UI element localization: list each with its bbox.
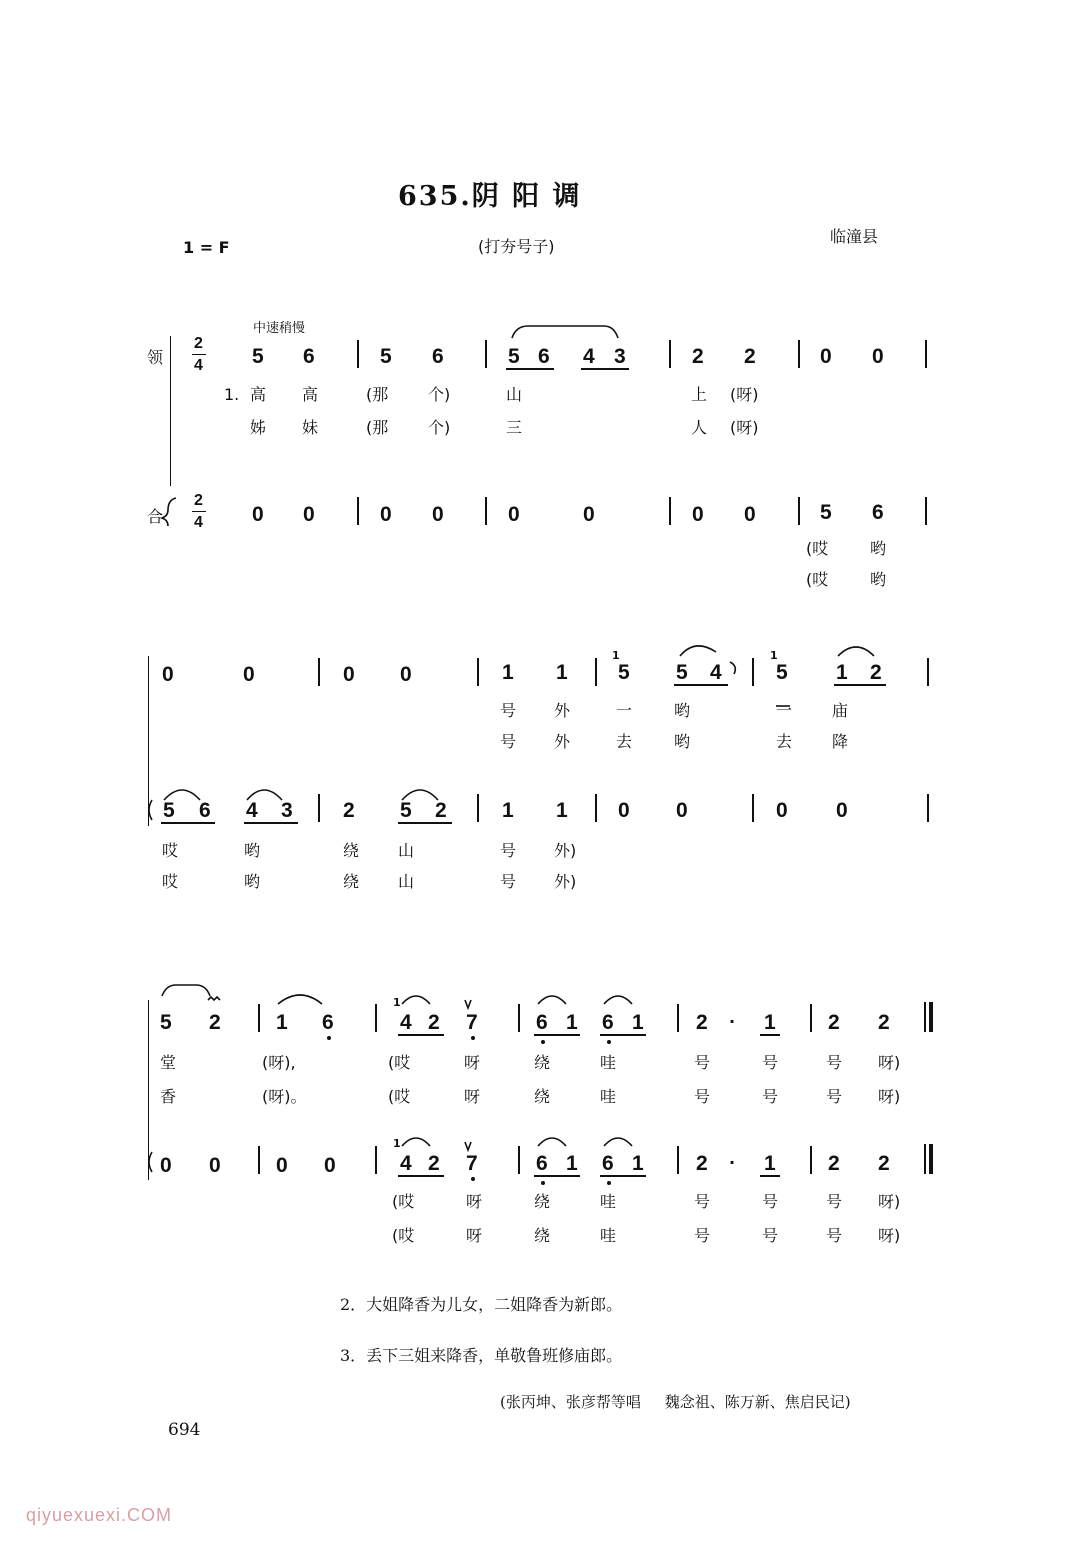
note: 3 <box>614 345 626 368</box>
note: 2 <box>744 345 756 368</box>
verse-3: 3．丢下三姐来降香，单敬鲁班修庙郎。 <box>340 1346 623 1365</box>
lyric: 庙 <box>832 701 849 720</box>
note: 0 <box>303 503 315 526</box>
lyric: (那 <box>366 385 389 404</box>
lyric: 哇 <box>600 1087 617 1106</box>
brace <box>149 1152 152 1172</box>
lyric: (哎 <box>806 539 829 558</box>
note: 6 <box>432 345 444 368</box>
lyric: 呀) <box>878 1053 901 1072</box>
lyric: (呀) <box>730 418 759 437</box>
lyric: 外) <box>554 841 577 860</box>
lyric: 山 <box>398 872 415 891</box>
note: 5 <box>380 345 392 368</box>
note: 6 <box>322 1011 334 1034</box>
note: 0 <box>508 503 520 526</box>
note: 6 <box>602 1011 614 1034</box>
lyric: 哟 <box>674 732 691 751</box>
lyric: 号 <box>762 1087 779 1106</box>
note: 0 <box>380 503 392 526</box>
lyric: (哎 <box>806 570 829 589</box>
lyric: 哎 <box>162 872 179 891</box>
note: 0 <box>692 503 704 526</box>
note: 2 <box>692 345 704 368</box>
note: 6 <box>538 345 550 368</box>
lyric: (呀), <box>262 1053 296 1072</box>
lyric: 号 <box>826 1226 843 1245</box>
verse-2: 2．大姐降香为儿女，二姐降香为新郎。 <box>340 1295 623 1314</box>
note: 0 <box>676 799 688 822</box>
lyric: 姊 <box>250 418 267 437</box>
lyric: 呀 <box>464 1087 481 1106</box>
note: 1 <box>632 1152 644 1175</box>
slur <box>604 996 632 1004</box>
grace-note: 1 <box>393 996 401 1009</box>
lyric: 高 <box>250 385 267 404</box>
slur <box>680 646 716 656</box>
grace-note: 1 <box>393 1137 401 1150</box>
note: 0 <box>776 799 788 822</box>
lyric: 个) <box>428 385 451 404</box>
note: 1 <box>764 1011 776 1034</box>
note: 0 <box>209 1154 221 1177</box>
lyric: 哟 <box>870 570 887 589</box>
tempo-marking: 中速稍慢 <box>253 321 306 336</box>
note: 6 <box>602 1152 614 1175</box>
lyric: 1. <box>224 385 240 404</box>
note: 2 <box>209 1011 221 1034</box>
note: 2 <box>828 1011 840 1034</box>
note: 2 <box>870 661 882 684</box>
lyric: 山 <box>398 841 415 860</box>
lyric: 号 <box>694 1226 711 1245</box>
lyric: 人 <box>691 418 708 437</box>
note: 1 <box>502 799 514 822</box>
slur <box>278 995 322 1004</box>
time-signature-bottom: 4 <box>194 357 203 374</box>
lyric: 香 <box>160 1087 177 1106</box>
lyric: 号 <box>826 1192 843 1211</box>
grace-note: 1 <box>612 649 620 662</box>
lyric: 号 <box>500 701 517 720</box>
note: 0 <box>243 663 255 686</box>
lyric: 山 <box>506 385 523 404</box>
breath-arrow <box>465 1000 471 1008</box>
note: 2 <box>878 1011 890 1034</box>
augmentation-dot: · <box>729 1012 736 1031</box>
lyric: 绕 <box>343 872 360 891</box>
lyric: 高 <box>302 385 319 404</box>
lyric: 一 <box>776 701 793 720</box>
lyric: 降 <box>832 732 849 751</box>
note: 1 <box>502 661 514 684</box>
lyric: 哎 <box>162 841 179 860</box>
lyric: 号 <box>762 1226 779 1245</box>
slur <box>538 1138 566 1146</box>
lyric: 绕 <box>534 1226 551 1245</box>
note: 0 <box>162 663 174 686</box>
note: 0 <box>432 503 444 526</box>
lyric: 呀) <box>878 1226 901 1245</box>
note: 2 <box>696 1011 708 1034</box>
chorus-part-label: 合 <box>147 507 164 526</box>
note: 0 <box>160 1154 172 1177</box>
lead-part-label: 领 <box>147 348 164 367</box>
lyric: 号 <box>694 1192 711 1211</box>
note: 2 <box>828 1152 840 1175</box>
note: 2 <box>428 1152 440 1175</box>
lyric: 号 <box>694 1087 711 1106</box>
lyric: 一 <box>616 701 633 720</box>
lyric: (哎 <box>392 1226 415 1245</box>
note: 0 <box>583 503 595 526</box>
note: 7 <box>466 1011 478 1034</box>
note: 4 <box>710 661 722 684</box>
grace-note: 1 <box>770 649 778 662</box>
note: 1 <box>632 1011 644 1034</box>
lyric: 绕 <box>534 1087 551 1106</box>
note: 0 <box>836 799 848 822</box>
note: 4 <box>400 1152 412 1175</box>
slur <box>164 790 200 800</box>
time-signature-bottom: 4 <box>194 514 203 531</box>
note: 2 <box>428 1011 440 1034</box>
note: 0 <box>820 345 832 368</box>
lyric: (哎 <box>392 1192 415 1211</box>
page-number: 694 <box>168 1420 201 1440</box>
note: 1 <box>276 1011 288 1034</box>
lyric: 哇 <box>600 1226 617 1245</box>
note: 4 <box>400 1011 412 1034</box>
time-signature-top: 2 <box>194 492 203 509</box>
brace <box>149 800 152 820</box>
lyric: 号 <box>500 732 517 751</box>
note: 0 <box>252 503 264 526</box>
slur <box>512 326 618 338</box>
lyric: 呀) <box>878 1192 901 1211</box>
lyric: 外) <box>554 872 577 891</box>
note: 7 <box>466 1152 478 1175</box>
note: 0 <box>744 503 756 526</box>
note: 1 <box>556 661 568 684</box>
lyric: 呀 <box>466 1226 483 1245</box>
note: 5 <box>820 501 832 524</box>
brace <box>162 498 176 526</box>
watermark: qiyuexuexi.COM <box>26 1505 173 1525</box>
note: 6 <box>536 1152 548 1175</box>
slur <box>402 1138 430 1146</box>
lyric: 号 <box>762 1053 779 1072</box>
lyric: (呀) <box>730 385 759 404</box>
lyric: 个) <box>428 418 451 437</box>
lyric: 去 <box>776 732 793 751</box>
slur <box>604 1138 632 1146</box>
lyric: 号 <box>694 1053 711 1072</box>
slur <box>402 996 430 1004</box>
lyric: 外 <box>554 701 571 720</box>
lyric: 号 <box>826 1053 843 1072</box>
lyric: 哟 <box>244 872 261 891</box>
note: 0 <box>618 799 630 822</box>
lyric: 呀 <box>466 1192 483 1211</box>
note: 6 <box>199 799 211 822</box>
note: 5 <box>252 345 264 368</box>
lyric: 绕 <box>534 1053 551 1072</box>
lyric: 哇 <box>600 1192 617 1211</box>
lyric: 绕 <box>343 841 360 860</box>
note: 1 <box>566 1011 578 1034</box>
note: 2 <box>343 799 355 822</box>
augmentation-dot: · <box>729 1153 736 1172</box>
lyric: (那 <box>366 418 389 437</box>
song-region: 临潼县 <box>830 227 879 246</box>
note: 0 <box>343 663 355 686</box>
note: 0 <box>324 1154 336 1177</box>
slur <box>402 790 438 800</box>
note: 6 <box>536 1011 548 1034</box>
lyric: 呀) <box>878 1087 901 1106</box>
note: 5 <box>508 345 520 368</box>
lyric: 号 <box>826 1087 843 1106</box>
lyric: 号 <box>500 872 517 891</box>
song-subtitle: (打夯号子) <box>478 237 555 256</box>
key-signature: 1 = F <box>183 238 230 257</box>
lyric: 上 <box>691 385 708 404</box>
lyric: 呀 <box>464 1053 481 1072</box>
note: 6 <box>872 501 884 524</box>
lyric: 哟 <box>674 701 691 720</box>
lyric: 外 <box>554 732 571 751</box>
note: 5 <box>163 799 175 822</box>
lyric: 堂 <box>160 1053 177 1072</box>
note: 1 <box>836 661 848 684</box>
note: 5 <box>676 661 688 684</box>
note: 4 <box>583 345 595 368</box>
note: 0 <box>400 663 412 686</box>
time-signature-top: 2 <box>194 335 203 352</box>
lyric: 去 <box>616 732 633 751</box>
lyric: (哎 <box>388 1087 411 1106</box>
note: 2 <box>435 799 447 822</box>
note: 5 <box>776 661 788 684</box>
note: 1 <box>764 1152 776 1175</box>
lyric: 三 <box>506 418 523 437</box>
note: 3 <box>281 799 293 822</box>
note: 2 <box>878 1152 890 1175</box>
note: 1 <box>556 799 568 822</box>
note: 5 <box>618 661 630 684</box>
note: 1 <box>566 1152 578 1175</box>
note: 0 <box>276 1154 288 1177</box>
slur <box>162 985 210 996</box>
tie-hook <box>730 662 735 674</box>
note: 5 <box>160 1011 172 1034</box>
song-title: 635.阴 阳 调 <box>398 181 582 212</box>
note: 4 <box>246 799 258 822</box>
lyric: 号 <box>500 841 517 860</box>
slur <box>538 996 566 1004</box>
note: 2 <box>696 1152 708 1175</box>
lyric: 号 <box>762 1192 779 1211</box>
breath-arrow <box>465 1142 471 1150</box>
slur <box>838 647 874 656</box>
lyric: 哟 <box>244 841 261 860</box>
lyric: 哇 <box>600 1053 617 1072</box>
mordent <box>208 997 220 1000</box>
note: 5 <box>400 799 412 822</box>
lyric: 哟 <box>870 539 887 558</box>
note: 0 <box>872 345 884 368</box>
credit-line: (张丙坤、张彦帮等唱 魏念祖、陈万新、焦启民记) <box>500 1393 851 1411</box>
slur <box>247 790 282 800</box>
note: 6 <box>303 345 315 368</box>
lyric: 妹 <box>302 418 319 437</box>
lyric: (呀)。 <box>262 1087 307 1106</box>
lyric: (哎 <box>388 1053 411 1072</box>
lyric: 绕 <box>534 1192 551 1211</box>
